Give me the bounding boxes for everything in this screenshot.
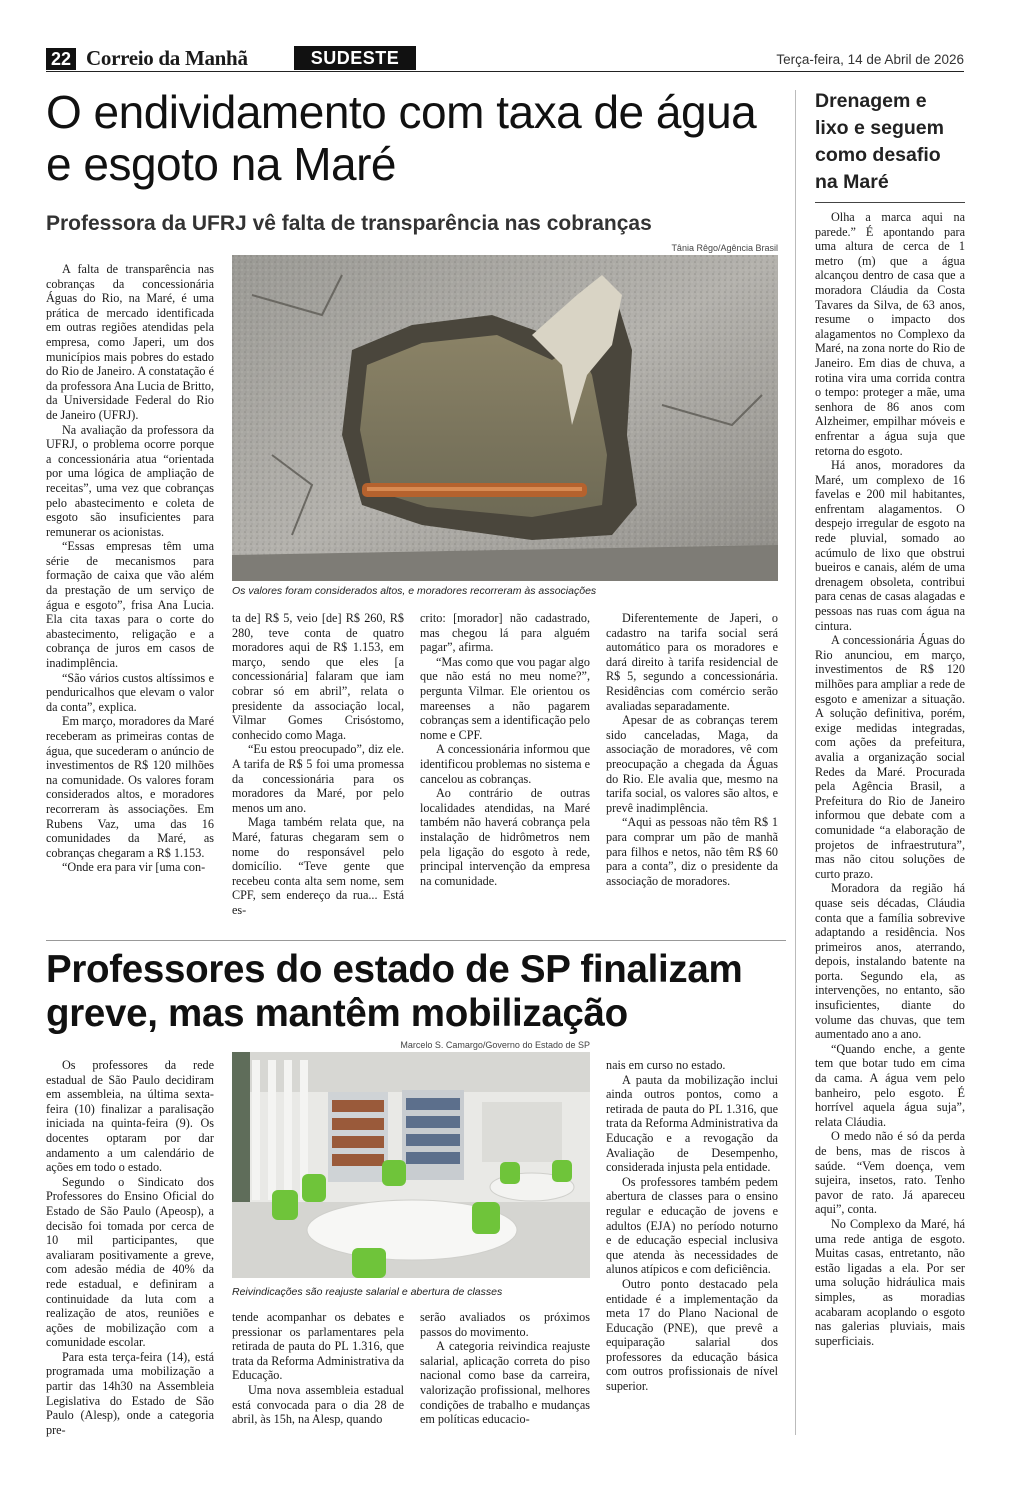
sidebar-headline: Drenagem e lixo e seguem como desafio na Maré <box>815 90 944 193</box>
article2-column-1 <box>46 1058 214 1458</box>
article1-headline: O endividamento com taxa de água e esgoto na Maré <box>46 86 757 190</box>
article1-col2-paragraph: ta de] R$ 5, veio [de] R$ 260, R$ 280, teve conta de quatro moradores aqui de R$ 1.153, em março, sendo que eles [a concessionária] falaram que iam cobrar só em abril”, relata o presidente da associação local, Vilmar Gomes Crisóstomo, conhecido como Maga. <box>232 611 404 742</box>
article1-column-2 <box>232 611 404 929</box>
article1-column-4 <box>606 611 778 929</box>
article-divider <box>46 940 786 941</box>
article1-col3-paragraph: “Mas como que vou pagar algo que não está no meu nome?”, pergunta Vilmar. Ele orientou os mareenses a não pagarem cobranças sem a identificação pelo nome e CPF. <box>420 654 590 742</box>
article1-col4-paragraph: Diferentemente de Japeri, o cadastro na tarifa social será automático para os moradores e dará direito à tarifa residencial de R$ 5, segundo a concessionária. Residências com comércio serão avaliadas separadamente. <box>606 611 778 713</box>
article1-col4-paragraph: “Aqui as pessoas não têm R$ 1 para comprar um pão de manhã para filhos e netos, não têm R$ 60 para a conta”, diz o presidente da associação de moradores. <box>606 815 778 888</box>
page-number: 22 <box>46 48 76 70</box>
article1-col2-paragraph: “Eu estou preocupado”, diz ele. A tarifa de R$ 5 foi uma promessa da concessionária para os moradores da Maré, por pelo menos um ano. <box>232 742 404 815</box>
column-divider <box>795 90 796 1435</box>
article1-col3-paragraph: Ao contrário de outras localidades atendidas, na Maré também não haverá cobrança pela instalação de hidrômetros nem pela ligação do esgoto à rede, principal intervenção da empresa na comunidade. <box>420 786 590 888</box>
article2-col4-paragraph: nais em curso no estado. <box>606 1058 726 1072</box>
article1-col3-paragraph: crito: [morador] não cadastrado, mas chegou lá para alguém pagar”, afirma. <box>420 611 590 655</box>
article1-col1-paragraph: “São vários custos altíssimos e penduricalhos que elevam o valor da conta”, explica. <box>46 670 214 714</box>
photo2-credit: Marcelo S. Camargo/Governo do Estado de SP <box>400 1040 590 1050</box>
article1-col1-paragraph: “Onde era para vir [uma con- <box>62 860 206 875</box>
photo1-caption: Os valores foram considerados altos, e moradores recorreram às associações <box>232 585 597 597</box>
article2-col1-paragraph: Para esta terça-feira (14), está programada uma mobilização a partir das 14h30 na Assembleia Legislativa do Estado de São Paulo (Alesp), onde a categoria pre- <box>46 1349 214 1437</box>
sidebar-paragraph: Há anos, moradores da Maré, um complexo de 16 favelas e 200 mil habitantes, enfrentam alagamentos. O despejo irregular de esgoto na rede pluvial, somado ao acúmulo de lixo que obstrui bueiros e canais, além de uma drenagem obsoleta, contribui para cenas de casas alagadas e pessoas nas ruas com água na cintura. <box>815 458 965 633</box>
issue-date: Terça-feira, 14 de Abril de 2026 <box>776 52 964 67</box>
section-label: SUDESTE <box>294 46 416 70</box>
article1-col1-paragraph: “Essas empresas têm uma série de mecanismos para formação de caixa que vão além da prestação de um serviço de água e esgoto”, frisa Ana Lucia. Ela cita taxas para o corte do abastecimento, religação e a cobrança de juros em casos de inadimplência. <box>46 539 214 671</box>
sidebar-paragraph: A concessionária Águas do Rio anunciou, em março, investimentos de R$ 120 milhões para ampliar a rede de esgoto e amenizar a situação. A solução definitiva, porém, exige medidas integradas, com ações da prefeitura, avalia a organização social Redes da Maré. Procurada pela Agência Brasil, a Prefeitura do Rio de Janeiro informou que debate com a comunidade “a elaboração de projetos de infraestrutura”, mas não citou soluções de curto prazo. <box>815 633 965 881</box>
article2-col2-paragraph: Uma nova assembleia estadual está convocada para o dia 28 de abril, às 15h, na Alesp, quando <box>232 1382 404 1427</box>
article1-col1-paragraph: Na avaliação da professora da UFRJ, o problema ocorre porque a concessionária atua “orientada por uma lógica de ampliação de receitas”, uma vez que cobranças pelo abastecimento e coleta de esgoto são insuficientes para remunerar os acionistas. <box>46 422 214 539</box>
article1-column-3 <box>420 611 590 929</box>
article2-col4-paragraph: Os professores também pedem abertura de classes para o ensino regular e educação de jovens e adultos (EJA) no período noturno e de educação especial inclusiva que atenda às necessidades de alunos atípicos e com deficiência. <box>606 1174 778 1277</box>
photo-flooded-pothole <box>232 255 778 581</box>
article1-column-1 <box>46 262 214 928</box>
page-header <box>46 46 964 70</box>
sidebar-rule <box>815 202 965 203</box>
article1-subhead: Professora da UFRJ vê falta de transparência nas cobranças <box>46 212 652 235</box>
article2-column-2 <box>232 1310 404 1458</box>
article1-col4-paragraph: Apesar de as cobranças terem sido canceladas, Maga, da associação de moradores, vê com preocupação a chegada da Águas do Rio. Ele avalia que, mesmo na tarifa social, os valores são altos, e prevê inadimplência. <box>606 713 778 815</box>
article2-col2-paragraph: tende acompanhar os debates e pressionar os parlamentares pela retirada de pauta do PL 1.316, que trata da Reforma Administrativa da Educação. <box>232 1310 404 1383</box>
sidebar-paragraph: No Complexo da Maré, há uma rede antiga de esgoto. Muitas casas, entretanto, não estão ligadas a ela. Por ser uma solução hidráulica mais simples, as moradias acabaram acoplando o esgoto nas galerias pluviais, mais superficiais. <box>815 1216 965 1348</box>
photo2-caption: Reivindicações são reajuste salarial e abertura de classes <box>232 1286 503 1298</box>
article2-col1-paragraph: Os professores da rede estadual de São Paulo decidiram em assembleia, na última sexta-feira (10) finalizar a paralisação iniciada na quinta-feira (9). Os docentes optaram por dar andamento a um calendário de ações em todo o estado. <box>46 1058 214 1175</box>
article1-col3-paragraph: A concessionária informou que identificou problemas no sistema e cancelou as cobranças. <box>420 742 590 786</box>
article2-col3-paragraph: serão avaliados os próximos passos do movimento. <box>420 1310 590 1339</box>
article2-column-4 <box>606 1058 778 1458</box>
masthead-logo: Correio da Manhã <box>86 46 248 70</box>
article2-col4-paragraph: A pauta da mobilização inclui ainda outros pontos, como a retirada de pauta do PL 1.316, que trata da Reforma Administrativa da Educação e a revogação da Avaliação de Desempenho, considerada injusta pela entidade. <box>606 1072 778 1175</box>
article2-column-3 <box>420 1310 590 1458</box>
sidebar-paragraph: “Quando enche, a gente tem que botar tudo em cima da cama. A água vem pelo banheiro, pelo esgoto. É horrível aquela água suja”, relata Cláudia. <box>815 1041 965 1129</box>
header-rule <box>46 71 964 72</box>
article2-headline: Professores do estado de SP finalizam greve, mas mantêm mobilização <box>46 948 743 1035</box>
sidebar-column <box>815 210 965 1450</box>
article1-col2-paragraph: Maga também relata que, na Maré, faturas chegaram sem o nome do responsável pelo domicílio. “Teve gente que recebeu conta alta sem nome, sem CPF, sem endereço da rua... Está es- <box>232 815 404 917</box>
photo-school-library <box>232 1052 590 1278</box>
article2-col4-paragraph: Outro ponto destacado pela entidade é a implementação da meta 17 do Plano Nacional de Educação (PNE), que prevê a equiparação salarial dos professores da educação básica com outros profissionais de nível superior. <box>606 1276 778 1394</box>
sidebar-paragraph: Moradora da região há quase seis décadas, Cláudia conta que a família sobrevive adaptando a residência. Nos primeiros anos, aterrando, depois, instalando batente na porta. Segundo ela, as intervenções, no entanto, são insuficientes, diante do volume das chuvas, que tem aumentado ano a ano. <box>815 881 965 1042</box>
article2-col3-paragraph: A categoria reivindica reajuste salarial, aplicação correta do piso nacional como base da carreira, valorização profissional, melhores condições de trabalho e mudanças em políticas educacio- <box>420 1339 590 1427</box>
article2-col1-paragraph: Segundo o Sindicato dos Professores do Ensino Oficial do Estado de São Paulo (Apeosp), a decisão foi tomada por cerca de 10 mil participantes, que avaliaram positivamente a greve, com adesão média de 40% da rede estadual, e definiram a continuidade da luta com a realização de atos, reuniões e ações de mobilização com a comunidade escolar. <box>46 1174 214 1350</box>
article1-col1-paragraph: Em março, moradores da Maré receberam as primeiras contas de água, que sucederam o anúncio de investimentos de R$ 120 milhões na comunidade. Os valores foram considerados altos, e moradores recorreram às associações. Em Rubens Vaz, uma das 16 comunidades da Maré, as cobranças chegaram a R$ 1.153. <box>46 714 214 860</box>
article1-col1-paragraph: A falta de transparência nas cobranças da concessionária Águas do Rio, na Maré, é uma prática de mercado identificada em outras regiões atendidas pela empresa, como Japeri, um dos municípios mais pobres do estado do Rio de Janeiro. A constatação é da professora Ana Lucia de Britto, da Universidade Federal do Rio de Janeiro (UFRJ). <box>46 262 214 422</box>
sidebar-paragraph: Olha a marca aqui na parede.” É apontando para uma altura de cerca de 1 metro (m) que a água alcançou dentro de casa que a moradora Cláudia da Costa Tavares da Silva, de 63 anos, resume o impacto dos alagamentos no Complexo da Maré, na zona norte do Rio de Janeiro. Em dias de chuva, a rotina vira uma corrida contra o tempo: proteger a mãe, uma senhora de 86 anos com Alzheimer, empilhar móveis e enfrentar a água suja que retorna do esgoto. <box>815 210 965 458</box>
sidebar-paragraph: O medo não é só da perda de bens, mas de riscos à saúde. “Vem doença, vem sujeira, insetos, rato. Tenho pavor de rato. Já apareceu aqui”, conta. <box>815 1129 965 1217</box>
photo1-credit: Tânia Rêgo/Agência Brasil <box>671 243 778 253</box>
